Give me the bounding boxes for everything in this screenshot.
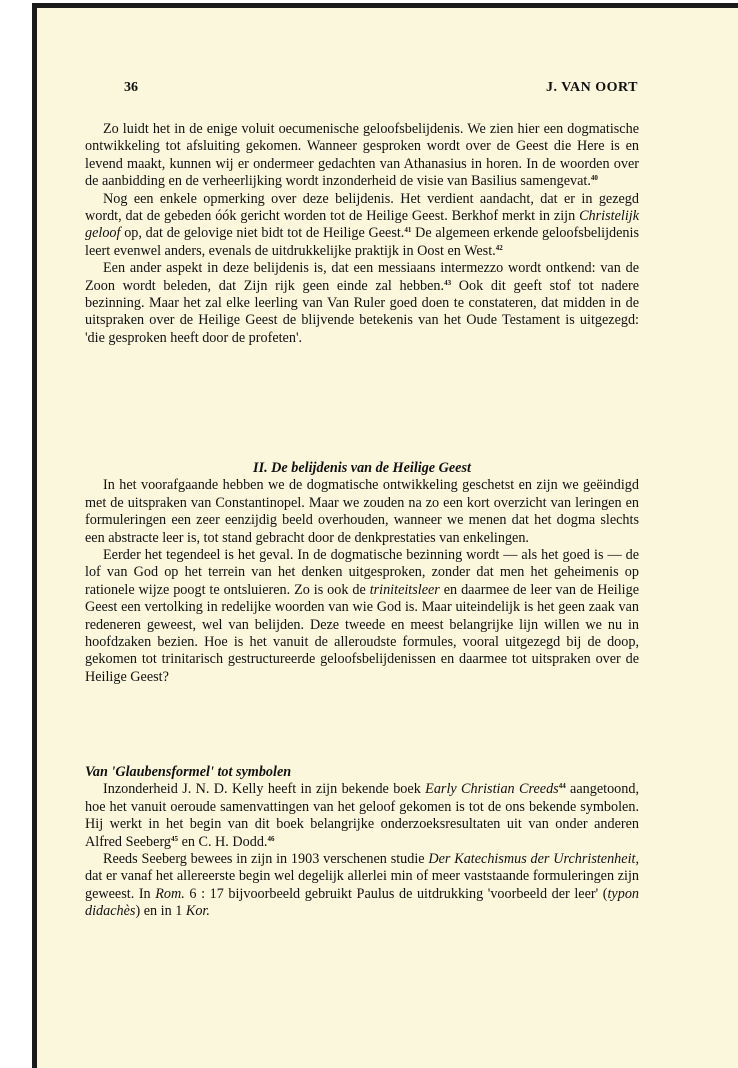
- section-1: [85, 121, 639, 347]
- paragraph: Reeds Seeberg bewees in zijn in 1903 verschenen studie Der Katechismus der Urchristenheit, dat er vanaf het allereerste begin wel degelijk allerlei min of meer vaststaande formuleringen zijn geweest. In Rom. 6 : 17 bijvoorbeeld gebruikt Paulus de uitdrukking 'voorbeeld der leer' (typon didachès) en in 1 Kor.: [85, 851, 640, 920]
- footnote-ref: 44: [558, 782, 566, 791]
- page-header: [124, 80, 638, 100]
- paragraph: Een ander aspekt in deze belijdenis is, dat een messiaans intermezzo wordt ontkend: van de Zoon wordt beleden, dat Zijn rijk geen einde zal hebben.$^{43}$ Ook dit geeft stof tot nadere bezinning. Maar het zal elke leerling van Van Ruler goed doen te constateren, dat midden in de uitspraken over de Heilige Geest de blijvende betekenis van het Oude Testament is uitgezegd: 'die gesproken heeft door de profeten'.: [85, 260, 639, 346]
- footnote-ref: 45: [171, 834, 179, 843]
- footnote-ref: 42: [495, 243, 503, 252]
- paragraph: Eerder het tegendeel is het geval. In de dogmatische bezinning wordt — als het goed is — de lof van God op het terrein van het denken uitgesproken, zonder dat men het geheimenis op rationele wijze poogt te ontsluieren. Zo is ook de triniteitsleer en daarmee de leer van de Heilige Geest een vertolking in redelijke woorden van wie God is. Maar uiteindelijk is het geen zaak van redeneren geweest, wel van belijden. Deze tweede en meest belangrijke lijn willen we nu in hoofdzaken bezien. Hoe is het vanuit de alleroudste formules, vooral uitgezegd bij de doop, gekomen tot trinitarisch gestructureerde geloofsbelijdenissen en daarmee tot uitspraken over de Heilige Geest?: [85, 547, 640, 685]
- footnote-ref: 41: [404, 226, 412, 235]
- subsection-heading: Van 'Glaubensformel' tot symbolen: [85, 764, 292, 780]
- footnote-ref: 46: [267, 834, 275, 843]
- footnote-ref: 40: [590, 174, 598, 183]
- paragraph: In het voorafgaande hebben we de dogmatische ontwikkeling geschetst en zijn we geëindigd met de uitspraken van Constantinopel. Maar we zouden na zo een kort overzicht van leringen en formuleringen een zeer eenzijdig beeld overhouden, wanneer we menen dat het dogma slechts een abstracte leer is, tot stand gebracht door de denkprestaties van enkelingen.: [85, 477, 639, 546]
- paragraph: Nog een enkele opmerking over deze belijdenis. Het verdient aandacht, dat er in gezegd wordt, dat de gebeden óók gericht worden tot de Heilige Geest. Berkhof merkt in zijn Christelijk geloof op, dat de gelovige niet bidt tot de Heilige Geest.$^{41}$ De algemeen erkende geloofsbelijdenis leert evenwel anders, evenals de uitdrukkelijke praktijk in Oost en West.$^{42}$: [85, 190, 639, 259]
- section-heading: II. De belijdenis van de Heilige Geest: [253, 460, 471, 476]
- paragraph: Inzonderheid J. N. D. Kelly heeft in zijn bekende boek Early Christian Creeds$^{44}$ aangetoond, hoe het vanuit oeroude samenvattingen van het geloof gekomen is tot de ons bekende symbolen. Hij werkt in het begin van dit boek belangrijke onderzoeksresultaten uit van onder anderen Alfred Seeberg$^{45}$ en C. H. Dodd.$^{46}$: [85, 781, 639, 850]
- section-3: [85, 764, 639, 921]
- section-2: [85, 460, 639, 686]
- running-title: J. VAN OORT: [545, 80, 638, 95]
- paragraph: Zo luidt het in de enige voluit oecumenische geloofsbelijdenis. We zien hier een dogmatische ontwikkeling tot afsluiting gekomen. Wanneer gesproken wordt over de Geest die Here is en levend maakt, kunnen wij er ondermeer gedachten van Athanasius in horen. In de woorden over de aanbidding en de verheerlijking wordt inzonderheid de visie van Basilius samengevat.$^{40}$: [85, 121, 639, 190]
- footnote-ref: 43: [444, 278, 452, 287]
- page-number: 36: [124, 80, 138, 95]
